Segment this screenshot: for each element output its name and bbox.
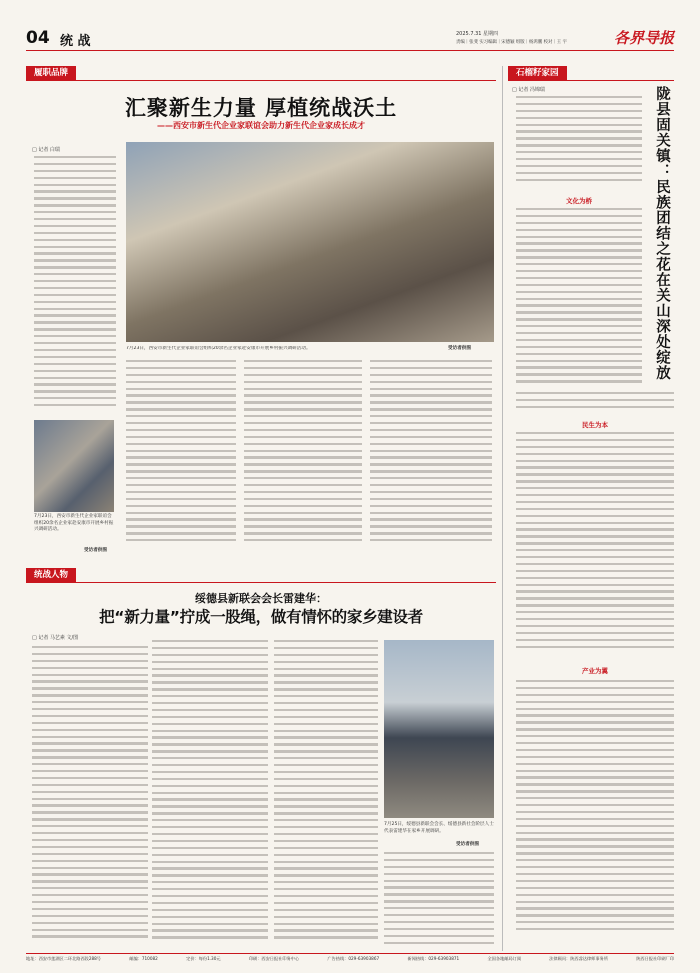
section-rule-3 <box>508 80 674 81</box>
editor-line: 责编｜张斐 实习编辑｜宋德颖 组版｜杨鸿鹏 校对｜王 宇 <box>456 40 567 45</box>
person-text-col2 <box>152 640 268 950</box>
footer-price: 定价：每份1.30元 <box>186 956 221 961</box>
section-tag-shiliuzi: 石榴籽家园 <box>508 66 567 80</box>
article-text-col2 <box>126 360 236 552</box>
column-separator <box>502 66 503 951</box>
byline-right: □ 记者 冯锦瑞 <box>512 87 545 93</box>
photo-caption-main: 7月23日，西安市新生代企业家联谊会组织20余名企业家赴安康市开展乡村振兴调研活动。 <box>126 346 311 351</box>
right-text-2 <box>516 208 642 392</box>
vertical-headline: 陇县固关镇：民族团结之花在关山深处绽放 <box>654 86 670 381</box>
masthead-logo: 各界导报 <box>614 29 675 47</box>
photo-person <box>384 640 494 818</box>
subheadline: ——西安市新生代企业家联谊会助力新生代企业家成长成才 <box>157 121 365 130</box>
section-name: 统 战 <box>60 34 91 49</box>
header-divider <box>26 50 674 51</box>
byline-bottom: □ 记者 马艺素 文/图 <box>32 635 79 641</box>
photo-caption-person: 7月25日，绥德县新联会会长、绥德县新社会阶层人士代表雷建华在家乡开展调研。 <box>384 822 494 834</box>
issue-date: 2025.7.31 星期四 <box>456 31 499 37</box>
right-text-1 <box>516 96 642 188</box>
subhead-industry: 产业为翼 <box>582 667 608 675</box>
photo-main <box>126 142 494 342</box>
page-header <box>26 28 674 58</box>
section-tag-lvzhi: 履职品牌 <box>26 66 76 80</box>
footer-print: 印刷：西安日报社印务中心 <box>248 956 300 961</box>
right-text-4 <box>516 432 674 662</box>
page-number: 04 <box>26 28 50 48</box>
section-rule <box>26 80 496 81</box>
person-text-col1 <box>32 646 148 950</box>
footer-ad: 广告热线：029-63903867 <box>327 956 380 961</box>
footer-distribution: 全国各地邮局订阅 <box>487 956 522 961</box>
headline-person: 把“新力量”拧成一股绳，做有情怀的家乡建设者 <box>99 608 423 626</box>
section-tag-renwu: 统战人物 <box>26 568 76 582</box>
subhead-culture: 文化为桥 <box>566 197 592 205</box>
footer-address: 地址：西安市莲湖区二环北路西段288号 <box>26 956 101 961</box>
person-text-col3 <box>274 640 378 950</box>
article-text-col1 <box>34 156 116 416</box>
photo-credit-side: 受访者供图 <box>84 548 107 553</box>
footer-lawyer: 法律顾问：陕西睿达律师事务所 <box>549 956 608 961</box>
photo-credit-main: 受访者供图 <box>448 346 471 351</box>
headline-lead: 绥德县新联会会长雷建华： <box>195 592 327 605</box>
footer-hotline: 新闻热线：029-63903871 <box>407 956 460 961</box>
byline-top: □ 记者 白瑞 <box>32 147 60 153</box>
article-text-col3 <box>244 360 362 552</box>
footer-copyright: 陕西日报社印刷厂印 <box>636 956 674 961</box>
footer-bar <box>26 956 674 966</box>
subhead-livelihood: 民生为本 <box>582 421 608 429</box>
footer-postcode: 邮编：710082 <box>129 956 158 961</box>
person-text-col4 <box>384 852 494 950</box>
right-text-3 <box>516 392 674 414</box>
footer-rule <box>26 953 674 954</box>
section-rule-2 <box>26 582 496 583</box>
photo-credit-person: 受访者供图 <box>456 842 479 847</box>
photo-side <box>34 420 114 512</box>
photo-caption-side: 7月23日，西安市新生代企业家联谊会组织20余名企业家赴安康市开展乡村振兴调研活动。 <box>34 514 114 533</box>
headline-main: 汇聚新生力量 厚植统战沃土 <box>124 95 398 120</box>
right-text-5 <box>516 680 674 950</box>
article-text-col4 <box>370 360 492 552</box>
